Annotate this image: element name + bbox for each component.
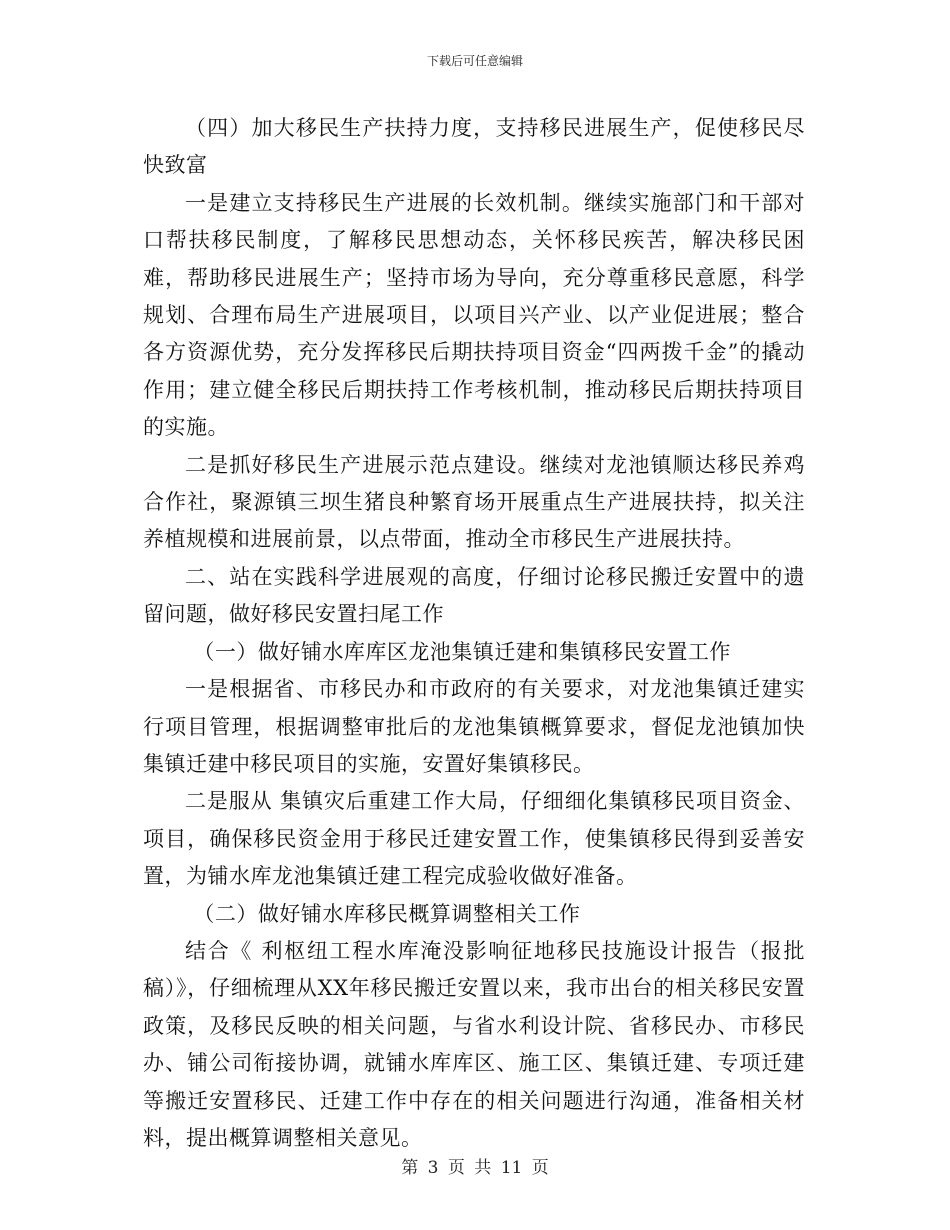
- document-body: [143, 110, 805, 1157]
- paragraph-reconstruction: 二是服从 集镇灾后重建工作大局，仔细细化集镇移民项目资金、项目，确保移民资金用于移民迁建安置工作，使集镇移民得到妥善安置，为铺水库龙池集镇迁建工程完成验收做好准备。: [143, 789, 805, 889]
- section-heading-2: 二、站在实践科学进展观的高度，仔细讨论移民搬迁安置中的遗留问题，做好移民安置扫尾工作: [143, 564, 805, 627]
- paragraph-project-management: 一是根据省、市移民办和市政府的有关要求，对龙池集镇迁建实行项目管理，根据调整审批后的龙池集镇概算要求，督促龙池镇加快集镇迁建中移民项目的实施，安置好集镇移民。: [143, 677, 805, 776]
- paragraph-budget-adjustment: 结合《 利枢纽工程水库淹没影响征地移民技施设计报告（报批稿）》，仔细梳理从XX年移民搬迁安置以来，我市出台的相关移民安置政策，及移民反映的相关问题，与省水利设计院、省移民办、市移民办、铺公司衔接协调，就铺水库库区、施工区、集镇迁建、专项迁建等搬迁安置移民、迁建工作中存在的相关问题进行沟通，准备相关材料，提出概算调整相关意见。: [143, 938, 805, 1150]
- section-heading-4: （四）加大移民生产扶持力度，支持移民进展生产，促使移民尽快致富: [143, 116, 805, 178]
- page-header-note: 下载后可任意编辑: [426, 54, 523, 68]
- paragraph-long-term-mechanism: 一是建立支持移民生产进展的长效机制。继续实施部门和干部对口帮扶移民制度，了解移民思想动态，关怀移民疾苦，解决移民困难，帮助移民进展生产；坚持市场为导向，充分尊重移民意愿，科学规划、合理布局生产进展项目，以项目兴产业、以产业促进展；整合各方资源优势，充分发挥移民后期扶持项目资金“四两拨千金”的撬动作用；建立健全移民后期扶持工作考核机制，推动移民后期扶持项目的实施。: [143, 190, 805, 440]
- paragraph-demonstration-sites: 二是抓好移民生产进展示范点建设。继续对龙池镇顺达移民养鸡合作社，聚源镇三坝生猪良种繁育场开展重点生产进展扶持，拟关注养植规模和进展前景，以点带面，推动全市移民生产进展扶持。: [143, 452, 805, 552]
- subsection-heading-1: （一）做好铺水库库区龙池集镇迁建和集镇移民安置工作: [193, 639, 731, 664]
- subsection-heading-2: （二）做好铺水库移民概算调整相关工作: [193, 901, 581, 926]
- page-number: 第 3 页 共 11 页: [401, 1158, 549, 1178]
